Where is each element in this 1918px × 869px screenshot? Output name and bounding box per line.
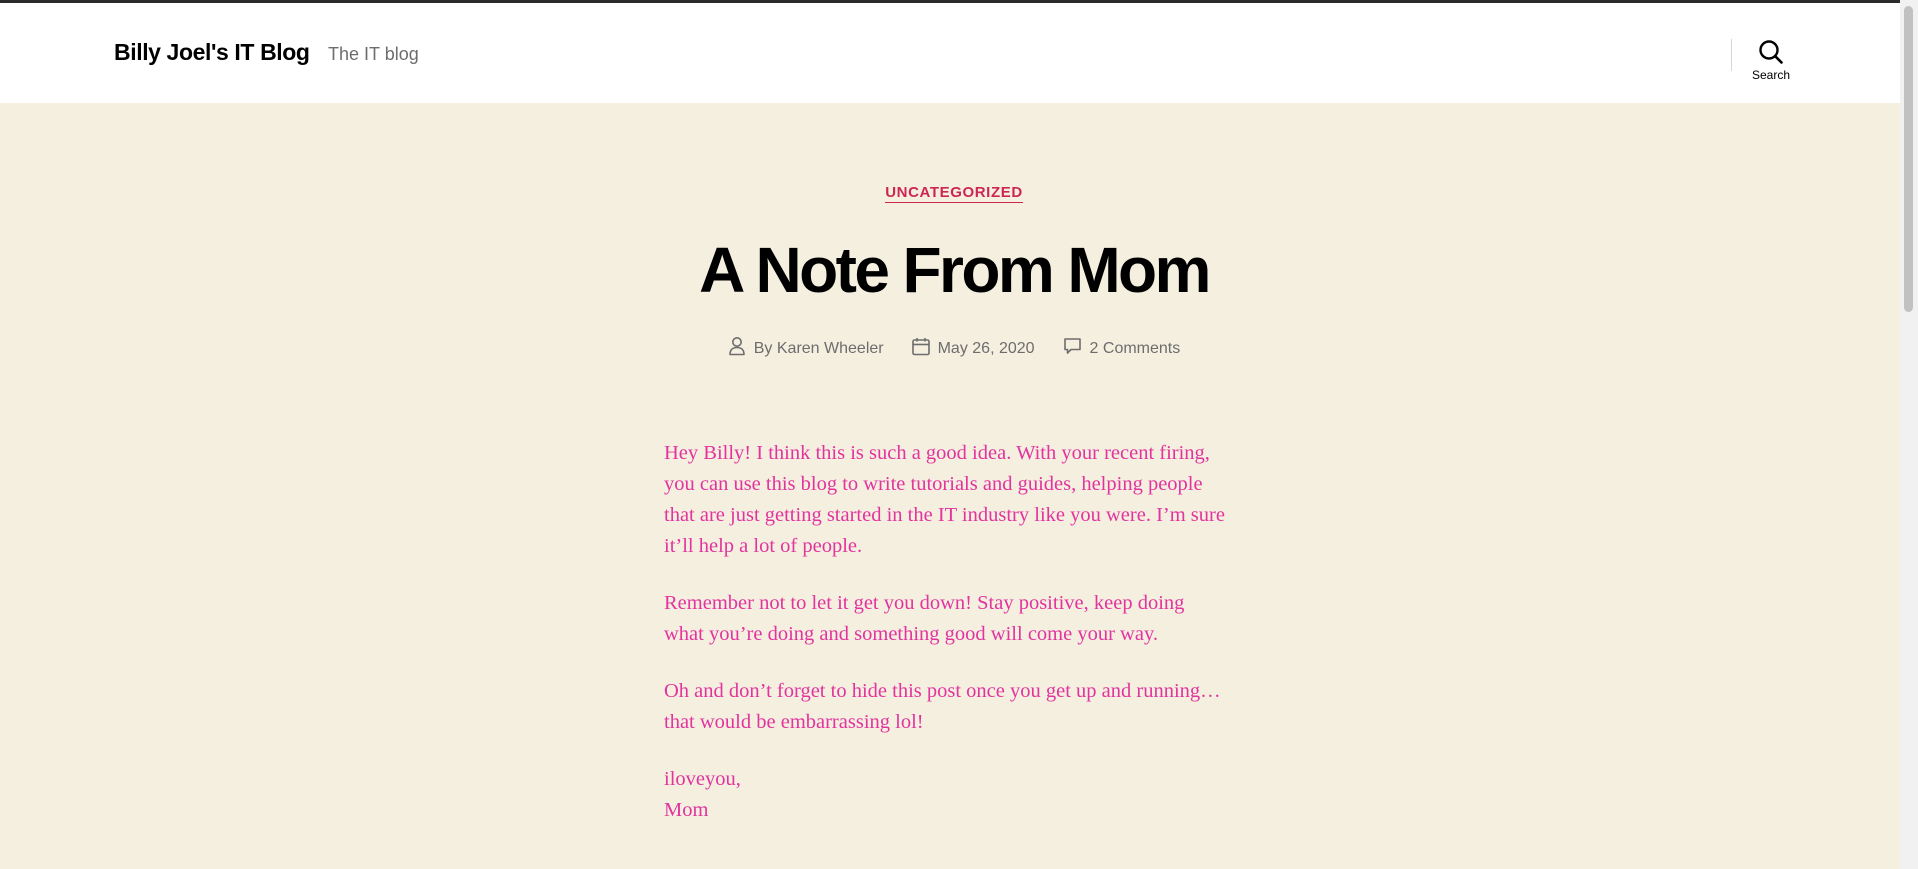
text-line: iloveyou, bbox=[664, 768, 741, 790]
category-link[interactable]: UNCATEGORIZED bbox=[885, 184, 1023, 201]
comment-icon bbox=[1063, 337, 1090, 360]
search-button[interactable] bbox=[1752, 39, 1790, 82]
text-line: Hey Billy! I think this is such a good idea. With your recent firing, bbox=[664, 442, 1210, 464]
site-title-link[interactable]: Billy Joel's IT Blog bbox=[114, 39, 310, 65]
calendar-icon bbox=[912, 337, 938, 361]
post-author bbox=[728, 336, 884, 361]
site-header bbox=[0, 3, 1900, 103]
post-title: A Note From Mom bbox=[699, 234, 1209, 306]
paragraph bbox=[664, 438, 1264, 562]
paragraph bbox=[664, 588, 1264, 650]
site-description: The IT blog bbox=[328, 44, 419, 64]
author-prefix: By bbox=[753, 339, 773, 357]
text-line: that would be embarrassing lol! bbox=[664, 711, 924, 733]
post-comments bbox=[1063, 337, 1181, 360]
search-icon bbox=[1752, 39, 1790, 65]
post-meta bbox=[0, 336, 1908, 361]
scrollbar-thumb[interactable] bbox=[1904, 6, 1913, 312]
text-line: it’ll help a lot of people. bbox=[664, 535, 863, 557]
comments-link[interactable]: 2 Comments bbox=[1089, 339, 1181, 357]
paragraph bbox=[664, 764, 1264, 826]
author-link[interactable]: Karen Wheeler bbox=[776, 339, 884, 357]
user-icon bbox=[728, 336, 754, 361]
text-line: what you’re doing and something good will come your way. bbox=[664, 623, 1158, 645]
text-line: you can use this blog to write tutorials and guides, helping people bbox=[664, 473, 1203, 495]
post-date bbox=[912, 337, 1035, 361]
text-line: Oh and don’t forget to hide this post once you get up and running… bbox=[664, 680, 1221, 702]
text-line: Mom bbox=[664, 799, 709, 821]
paragraph bbox=[664, 676, 1264, 738]
search-label: Search bbox=[1752, 68, 1791, 82]
text-line: that are just getting started in the IT industry like you were. I’m sure bbox=[664, 504, 1225, 526]
date-link[interactable]: May 26, 2020 bbox=[937, 339, 1035, 357]
scrollbar[interactable] bbox=[1900, 0, 1918, 869]
header-divider bbox=[1731, 39, 1732, 71]
text-line: Remember not to let it get you down! Stay positive, keep doing bbox=[664, 592, 1185, 614]
post-category bbox=[0, 184, 1908, 202]
post-content bbox=[664, 438, 1264, 852]
